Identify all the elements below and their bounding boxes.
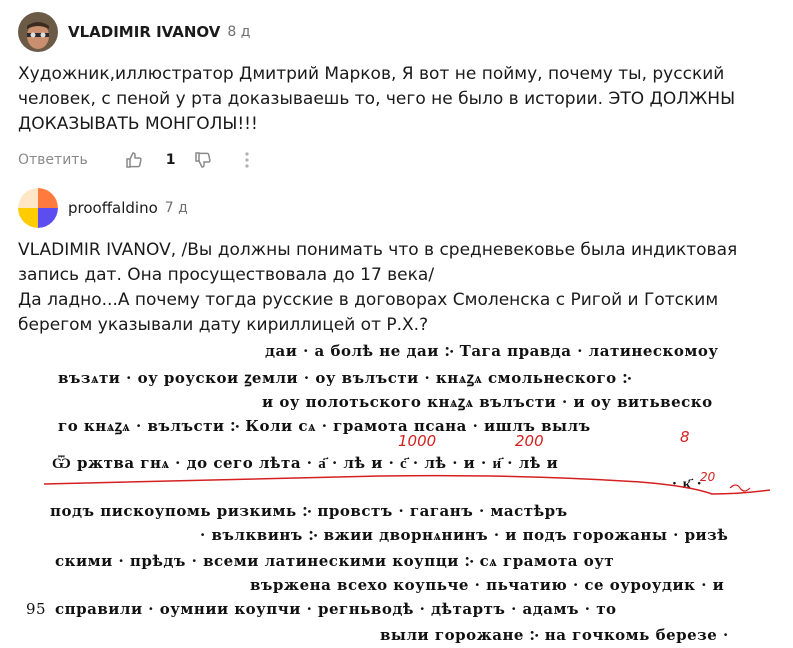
comment-header (18, 10, 775, 54)
manuscript-line: подъ пискоупомь ризкимь ჻ провстъ · гаганъ · мастѣръ (50, 502, 568, 520)
author-name[interactable]: VLADIMIR IVANOV (68, 23, 221, 41)
line-number: 95 (26, 600, 47, 618)
annotation-number: 8 (680, 428, 690, 446)
annotation-number: 20 (700, 470, 716, 484)
like-count: 1 (165, 152, 176, 168)
manuscript-line: · вълквинъ ჻ вжии дворнѧнинъ · и подъ горожаны · ризѣ (200, 526, 729, 544)
comment-time: 7 д (164, 200, 188, 216)
manuscript-line: · к҃ · (672, 476, 703, 492)
manuscript-line: справили · оумнии коупчи · регньводѣ · дѣтартъ · адамъ · то (55, 600, 617, 618)
comment-text (18, 238, 775, 338)
comment-1 (18, 10, 775, 173)
more-options-icon[interactable] (235, 148, 259, 172)
avatar[interactable] (18, 188, 58, 228)
comment-text-line: VLADIMIR IVANOV, /Вы должны понимать что в средневековье была индиктовая (18, 240, 738, 260)
manuscript-line: го кнѧꙁѧ · вълъсти ჻ Коли сѧ · грамота псана · ишлъ вылъ (58, 417, 591, 435)
comment-text: Художник,иллюстратор Дмитрий Марков, Я вот не пойму, почему ты, русский человек, с пеной у рта доказываешь то, чего не было в истории. ЭТО ДОЛЖНЫ ДОКАЗЫВАТЬ МОНГОЛЫ!!! (18, 64, 736, 134)
annotation-underline (0, 336, 793, 648)
avatar[interactable] (18, 12, 58, 52)
thumbs-up-icon[interactable] (122, 148, 146, 172)
thumbs-down-icon[interactable] (191, 148, 215, 172)
author-name[interactable]: prooffaldino (68, 199, 158, 217)
annotation-number: 1000 (398, 432, 437, 450)
manuscript-line: и оу полотьского кнѧꙁѧ вълъсти · и оу витьвеско (262, 393, 713, 411)
comment-2 (18, 186, 775, 338)
comment-text-line: берегом указывали дату кириллицей от Р.Х.? (18, 315, 429, 335)
comment-text-line: Да ладно...А почему тогда русские в договорах Смоленска с Ригой и Готским (18, 290, 719, 310)
comment-header (18, 186, 775, 230)
manuscript-image (0, 336, 793, 648)
manuscript-line: выли горожане ჻ на гочкомь березе · (380, 626, 729, 644)
manuscript-line: Ѿ ржтва гнѧ · до сего лѣта · а҃ · лѣ и · с҃ · лѣ · и · и҃ · лѣ и (52, 454, 559, 472)
comment-time: 8 д (227, 24, 251, 40)
manuscript-line: даи · а болѣ не даи ჻ Тага правда · латинескомоу (265, 342, 719, 360)
manuscript-line: вържена всехо коупьче · пьчатию · се оуроудик · и (250, 576, 725, 594)
comment-actions (18, 147, 775, 173)
manuscript-line: възѧти · оу роускои ꙁемли · оу вълъсти · кнѧꙁѧ смольнеского ჻ (58, 369, 632, 387)
annotation-number: 200 (515, 432, 544, 450)
manuscript-line: скими · прѣдъ · всеми латинескими коупци ჻ сѧ грамота оут (55, 552, 615, 570)
reply-button[interactable]: Ответить (18, 152, 88, 168)
comment-text-line: запись дат. Она просуществовала до 17 века/ (18, 265, 435, 285)
